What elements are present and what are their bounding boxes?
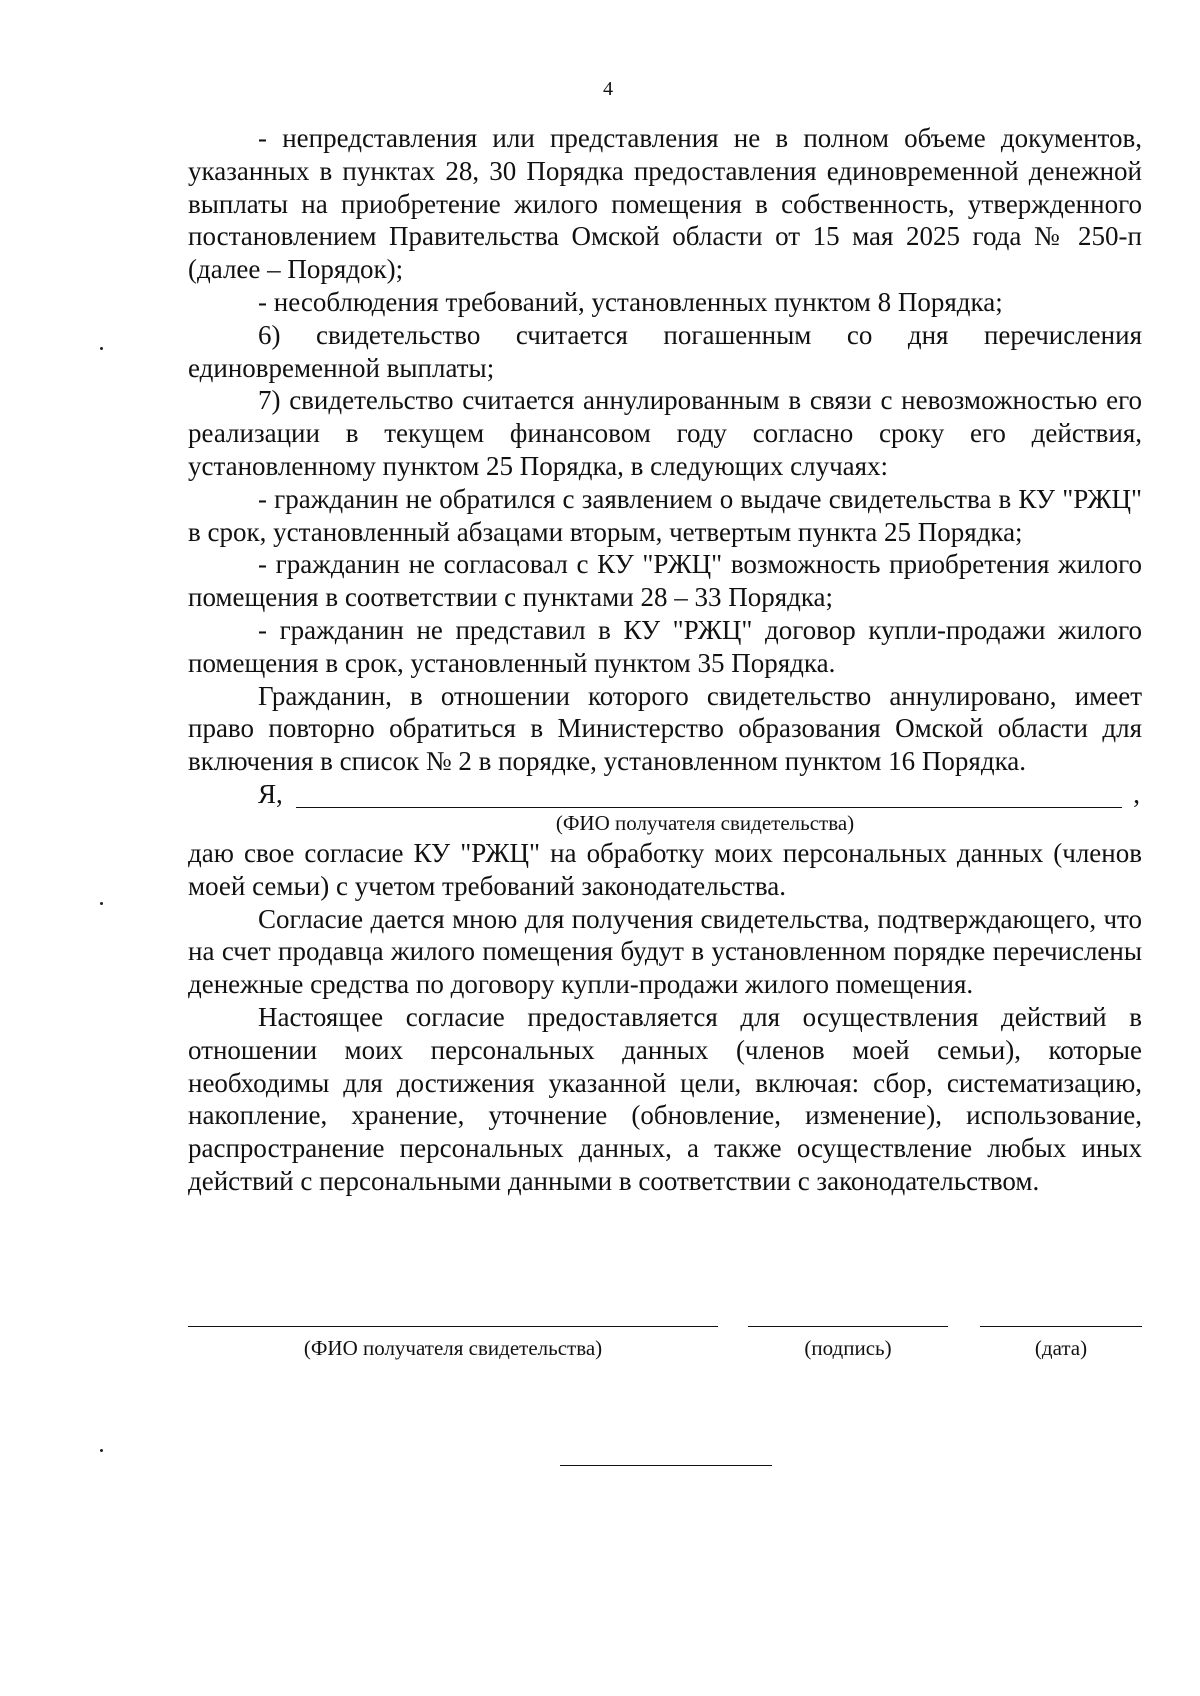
name-blank-field[interactable] xyxy=(296,807,1122,808)
signature-row xyxy=(188,1326,1142,1366)
paragraph-list-item: - гражданин не обратился с заявлением о выдаче свидетельства в КУ "РЖЦ" в срок, установленный абзацами вторым, четвертым пункта 25 Порядка; xyxy=(188,483,1142,547)
page-number: 4 xyxy=(603,78,613,100)
paragraph-list-item: - гражданин не согласовал с КУ "РЖЦ" возможность приобретения жилого помещения в соответствии с пунктами 28 – 33 Порядка; xyxy=(188,549,1142,613)
name-fill-line xyxy=(188,778,1142,811)
name-signature-caption: (ФИО получателя свидетельства) xyxy=(303,1336,603,1360)
scan-speck xyxy=(100,902,103,905)
paragraph-item-6: 6) свидетельство считается погашенным со дня перечисления единовременной выплаты; xyxy=(188,319,1142,383)
scan-speck xyxy=(100,1449,103,1452)
date-field[interactable] xyxy=(980,1326,1142,1327)
paragraph-list-item: - гражданин не представил в КУ "РЖЦ" договор купли-продажи жилого помещения в срок, установленный пунктом 35 Порядка. xyxy=(188,614,1142,678)
paragraph-list-item: - непредставления или представления не в полном объеме документов, указанных в пунктах 28, 30 Порядка предоставления единовременной денежной выплаты на приобретение жилого помещения в собственность, утвержденного постановлением Правительства Омской области от 15 мая 2025 года № 250-п (далее – Порядок); xyxy=(188,123,1142,285)
paragraph-item-7: 7) свидетельство считается аннулированным в связи с невозможностью его реализации в текущем финансовом году согласно сроку его действия, установленному пунктом 25 Порядка, в следующих случаях: xyxy=(188,385,1142,481)
paragraph-consent-scope: Настоящее согласие предоставляется для осуществления действий в отношении моих персональных данных (членов моей семьи), которые необходимы для достижения указанной цели, включая: сбор, систематизацию, накопление, хранение, уточнение (обновление, изменение), использование, распространение персональных данных, а также осуществление любых иных действий с персональными данными в соответствии с законодательством. xyxy=(188,1001,1142,1196)
paragraph-annulment-note: Гражданин, в отношении которого свидетельство аннулировано, имеет право повторно обратиться в Министерство образования Омской области для включения в список № 2 в порядке, установленном пунктом 16 Порядка. xyxy=(188,680,1142,777)
ya-comma: , xyxy=(1133,778,1140,809)
paragraph-list-item: - несоблюдения требований, установленных пунктом 8 Порядка; xyxy=(258,286,1003,317)
paragraph-consent: даю свое согласие КУ "РЖЦ" на обработку моих персональных данных (членов моей семьи) с учетом требований законодательства. xyxy=(188,837,1142,901)
name-field-caption: (ФИО получателя свидетельства) xyxy=(555,810,855,835)
signature-caption: (подпись) xyxy=(804,1336,892,1360)
signature-field[interactable] xyxy=(748,1326,948,1327)
document-body xyxy=(188,122,1142,1198)
date-caption: (дата) xyxy=(1034,1336,1088,1360)
name-signature-field[interactable] xyxy=(188,1326,718,1327)
end-of-document-rule xyxy=(560,1465,772,1466)
ya-label: Я, xyxy=(258,778,283,809)
paragraph-consent-purpose: Согласие дается мною для получения свидетельства, подтверждающего, что на счет продавца жилого помещения будут в установленном порядке перечислены денежные средства по договору купли-продажи жилого помещения. xyxy=(188,903,1142,1000)
scan-speck xyxy=(100,347,103,350)
